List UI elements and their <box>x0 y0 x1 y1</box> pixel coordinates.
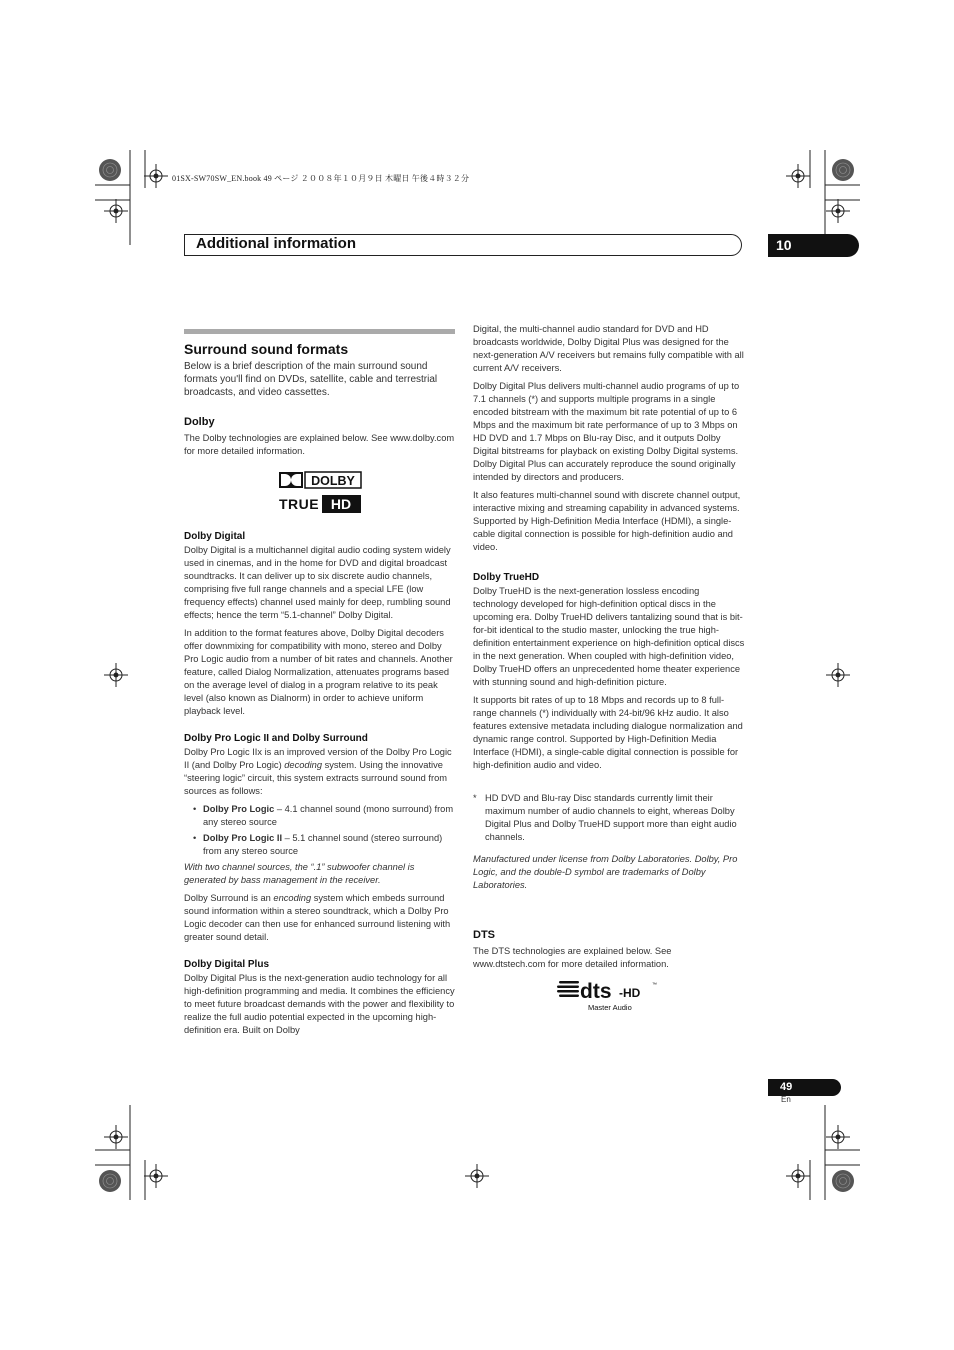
page-number: 49 <box>768 1079 841 1096</box>
dts-logo-sub: Master Audio <box>588 1003 632 1012</box>
dts-logo-suffix: -HD <box>619 986 641 1000</box>
dolby-text: The Dolby technologies are explained below. See www.dolby.com for more detailed information. <box>184 433 455 456</box>
dts-logo-word: dts <box>580 980 612 1003</box>
dolby-digital-heading: Dolby Digital <box>184 531 246 542</box>
list-item-bold: Dolby Pro Logic <box>203 804 275 814</box>
dolby-truehd-p2: It supports bit rates of up to 18 Mbps and records up to 8 full-range channels (*) individually with 24-bit/96 kHz audio. It also features extensive metadata including dialogue normalization and dynamic range control. Supported by High-Definition Media Interface (HDMI), a single-cable digital connection is possible for high-definition audio and video. <box>473 695 743 770</box>
list-item <box>184 803 456 829</box>
pro-logic-p2-a: Dolby Surround is an <box>184 893 274 903</box>
dolby-digital-plus-p2: Dolby Digital Plus delivers multi-channel audio programs of up to 7.1 channels (*) and supports multiple programs in a single encoded bitstream with the maximum bit rate potential of up to 6 Mbps and the maximum bit rate performance of up to 3 Mbps on HD DVD and 1.7 Mbps on Blu-ray Disc, and it outputs Dolby Digital bitstreams for playback on existing Dolby Digital systems. Dolby Digital Plus can accurately reproduce the sound originally intended by directors and producers. <box>473 381 740 482</box>
section-rule <box>184 329 455 334</box>
pro-logic-p1-b: system. Using the innovative “steering logic” circuit, this system extracts surround sound from sources as follows: <box>184 760 447 796</box>
list-item <box>184 832 456 858</box>
dolby-logo-icon <box>184 466 456 516</box>
list-item-text: – 4.1 channel sound (mono surround) from any stereo source <box>203 804 454 827</box>
chapter-number: 10 <box>768 234 859 257</box>
dolby-digital-p2: In addition to the format features above, Dolby Digital decoders offer downmixing for compatibility with mono, stereo and Dolby Pro Logic audio from a number of bit rates and channels. Another feature, called Dialog Normalization, attenuates programs based on the average level of dialog in a program relative to its peak level (also known as Dialnorm) in order to achieve uniform playback level. <box>184 628 453 716</box>
section-intro: Below is a brief description of the main surround sound formats you'll find on DVDs, satellite, cable and terrestrial broadcasts, and video cassettes. <box>184 361 438 398</box>
dolby-truehd-logo <box>184 466 456 516</box>
pro-logic-p2-em: encoding <box>273 893 312 903</box>
pro-logic-heading: Dolby Pro Logic II and Dolby Surround <box>184 733 368 744</box>
truehd-logo-hd: HD <box>330 496 352 512</box>
pro-logic-p1 <box>184 746 456 798</box>
pro-logic-list <box>184 803 456 858</box>
dts-text: The DTS technologies are explained below. See www.dtstech.com for more detailed information. <box>473 946 672 969</box>
dolby-heading: Dolby <box>184 416 215 428</box>
list-item-bold: Dolby Pro Logic II <box>203 833 283 843</box>
dts-logo-tm: ™ <box>652 982 657 988</box>
pro-logic-p2-b: system which embeds surround sound information within a stereo soundtrack, which a Dolby Pro Logic decoder can then use for enhanced surround listening with greater sound detail. <box>184 893 451 942</box>
dolby-logo-word: DOLBY <box>311 474 355 488</box>
dts-heading: DTS <box>473 929 495 941</box>
footnote <box>473 792 745 844</box>
list-item-text: – 5.1 channel sound (stereo surround) from any stereo source <box>203 833 443 856</box>
page-language: En <box>781 1095 791 1104</box>
pro-logic-p1-em: decoding <box>284 760 322 770</box>
truehd-logo-true: TRUE <box>279 496 320 512</box>
dolby-truehd-heading: Dolby TrueHD <box>473 572 540 583</box>
section-title: Surround sound formats <box>184 341 349 357</box>
dolby-digital-plus-continued: Digital, the multi-channel audio standard for DVD and HD broadcasts worldwide, Dolby Digital Plus was designed for the next-generation A/V receivers but remains fully compatible with all current A/V receivers. <box>473 324 744 373</box>
pro-logic-p2 <box>184 892 456 944</box>
pro-logic-p1-a: Dolby Pro Logic IIx is an improved version of the Dolby Pro Logic II (and Dolby Pro Logic) <box>184 747 452 770</box>
dts-hd-logo <box>473 977 745 1013</box>
dolby-digital-plus-p3: It also features multi-channel sound with discrete channel output, interactive mixing and streaming capability in advanced systems. Supported by High-Definition Media Interface (HDMI), a single-cable digital connection is possible for high-definition audio and video. <box>473 490 741 552</box>
dolby-digital-plus-heading: Dolby Digital Plus <box>184 959 270 970</box>
footnote-mark: * <box>473 793 477 803</box>
dolby-digital-plus-p1: Dolby Digital Plus is the next-generation audio technology for all high-definition programming and media. It combines the efficiency to meet future broadcast demands with the power and flexibility to realize the full audio potential expected in the upcoming high-definition era. Built on Dolby <box>184 973 455 1035</box>
footnote-text: HD DVD and Blu-ray Disc standards currently limit their maximum number of audio channels to eight, whereas Dolby Digital Plus and Dolby TrueHD support more than eight audio channels. <box>485 793 737 842</box>
right-column <box>473 323 745 1013</box>
pro-logic-note: With two channel sources, the “.1” subwoofer channel is generated by bass management in the receiver. <box>184 862 415 885</box>
dolby-digital-p1: Dolby Digital is a multichannel digital audio coding system widely used in cinemas, and in the home for DVD and digital broadcast soundtracks. It can deliver up to six discrete audio channels, comprising five full range channels and a special LFE (low frequency effects) channel used mainly for deep, rumbling sound effects; hence the term “5.1-channel” Dolby Digital. <box>184 545 451 620</box>
dts-logo-icon <box>473 977 745 1013</box>
print-meta-line: 01SX-SW70SW_EN.book 49 ページ ２００８年１０月９日 木曜日 午後４時３２分 <box>172 174 470 183</box>
left-column <box>184 329 456 1042</box>
page-title: Additional information <box>196 235 356 252</box>
dolby-truehd-p1: Dolby TrueHD is the next-generation lossless encoding technology developed for high-definition optical discs in the upcoming era. Dolby TrueHD delivers tantalizing sound that is bit-for-bit identical to the studio master, unlocking the true high-definition entertainment experience on high-definition optical discs in the next generation. When coupled with high-definition video, Dolby TrueHD offers an unprecedented home theater experience with stunning sound and high-definition picture. <box>473 586 745 687</box>
license-note: Manufactured under license from Dolby Laboratories. Dolby, Pro Logic, and the double-D symbol are trademarks of Dolby Laboratories. <box>473 854 738 890</box>
